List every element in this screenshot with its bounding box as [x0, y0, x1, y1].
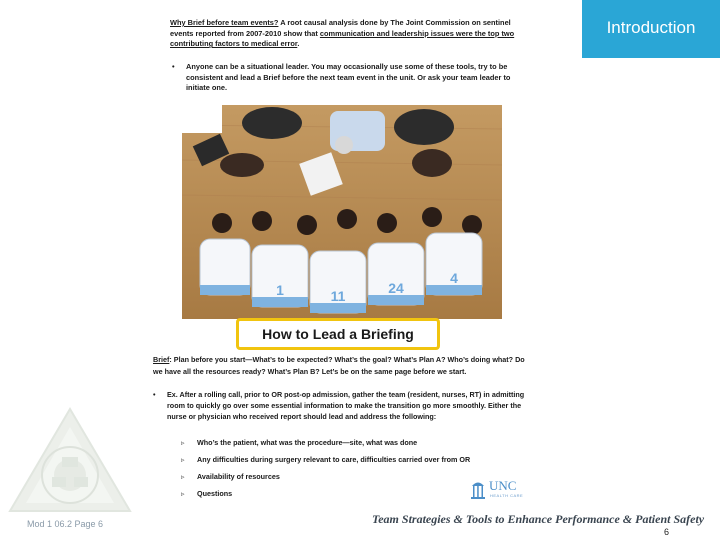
unc-logo-sub: HEALTH CARE — [490, 493, 524, 498]
sub-item-text: Who’s the patient, what was the procedure—site, what was done — [197, 438, 418, 447]
module-page-label: Mod 1 06.2 Page 6 — [27, 519, 104, 529]
brief-label: Brief — [153, 355, 170, 364]
footer-tagline: Team Strategies & Tools to Enhance Performance & Patient Safety — [372, 512, 705, 526]
unc-logo-name: UNC — [489, 478, 517, 493]
sub-item — [181, 438, 521, 447]
arrow-bullet-icon: ▹ — [181, 438, 185, 447]
sub-item-text: Availability of resources — [197, 472, 280, 481]
intro-text: A root causal analysis done by The Joint Commission on sentinel events reported from 2007-2010 show that — [170, 18, 511, 38]
sub-item — [181, 455, 521, 464]
bullet-situational-leader — [170, 62, 530, 94]
bullet-icon: • — [172, 62, 175, 71]
arrow-bullet-icon: ▹ — [181, 489, 185, 498]
intro-end: . — [297, 39, 300, 49]
section-tab — [582, 0, 720, 58]
intro-heading: Why Brief before team events? — [170, 18, 279, 27]
bullet-icon: • — [153, 390, 156, 399]
jersey-number: 24 — [388, 280, 404, 296]
example-bullet — [153, 389, 533, 422]
old-well-icon — [470, 479, 486, 499]
intro-paragraph — [170, 18, 530, 50]
teamstepps-triangle-logo — [6, 405, 134, 515]
team-huddle-photo — [182, 105, 502, 319]
example-text: Ex. After a rolling call, prior to OR post-op admission, gather the team (resident, nurses, RT) in admitting room to quickly go over some essential information to make the transition go more smoothly. Either the nurse or physician who received report should lead and address the following: — [167, 390, 525, 422]
arrow-bullet-icon: ▹ — [181, 472, 185, 481]
brief-text: : Plan before you start—What’s to be expected? What’s the goal? What’s Plan A? Who’s doing what? Do we have all the resources ready? What’s Plan B? Let’s be on the same page before we start. — [153, 355, 525, 376]
jersey-number: 1 — [276, 282, 284, 298]
bullet-text: Anyone can be a situational leader. You may occasionally use some of these tools, try to be consistent and lead a Brief before the next team event in the unit. Or ask your team leader to initiate one. — [186, 62, 511, 93]
sub-item-text: Any difficulties during surgery relevant to care, difficulties carried over from OR — [197, 455, 471, 464]
team-huddle-illustration — [182, 105, 502, 319]
unc-logo — [470, 479, 540, 501]
section-title: Introduction — [606, 18, 696, 37]
sub-item-text: Questions — [197, 489, 233, 498]
briefing-banner: How to Lead a Briefing — [236, 318, 440, 350]
arrow-bullet-icon: ▹ — [181, 455, 185, 464]
intro-highlight: communication and leadership issues were the top two contributing factors to medical error — [170, 28, 515, 49]
page-number: 6 — [664, 527, 670, 537]
brief-paragraph — [153, 354, 528, 377]
jersey-number: 11 — [330, 288, 346, 304]
jersey-number: 4 — [450, 270, 458, 286]
